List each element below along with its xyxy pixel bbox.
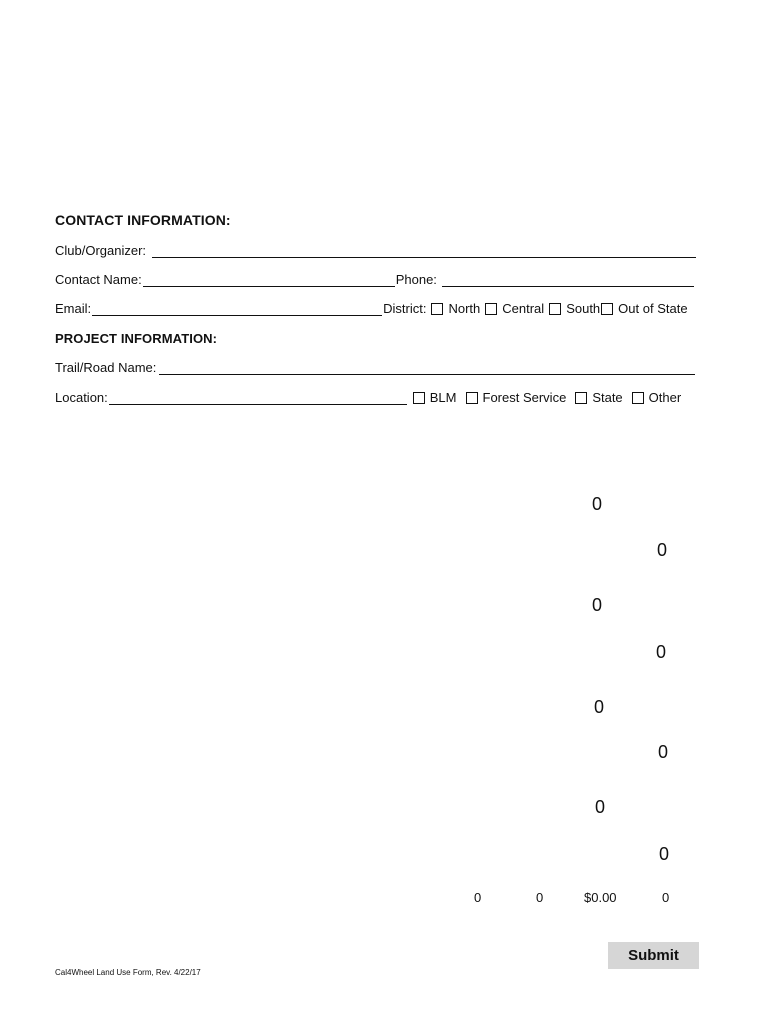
land-forest-service-checkbox[interactable]: Forest Service xyxy=(466,390,567,405)
land-other-checkbox[interactable]: Other xyxy=(632,390,682,405)
district-north-checkbox[interactable]: North xyxy=(431,301,480,316)
total-cost: $0.00 xyxy=(584,890,617,905)
form-revision-footer: Cal4Wheel Land Use Form, Rev. 4/22/17 xyxy=(55,968,201,977)
phone-field[interactable] xyxy=(442,274,694,287)
contact-name-field[interactable] xyxy=(143,274,395,287)
district-central-checkbox[interactable]: Central xyxy=(485,301,544,316)
calc-value-3: 0 xyxy=(592,595,603,615)
contact-section-title: CONTACT INFORMATION: xyxy=(55,212,231,228)
email-row xyxy=(55,301,688,316)
land-blm-checkbox[interactable]: BLM xyxy=(413,390,457,405)
district-label: District: xyxy=(383,301,427,316)
trail-road-row xyxy=(55,360,696,375)
submit-button[interactable]: Submit xyxy=(608,942,699,969)
checkbox-box[interactable] xyxy=(413,392,425,404)
calc-value-8: 0 xyxy=(659,844,670,864)
checkbox-box[interactable] xyxy=(466,392,478,404)
location-field[interactable] xyxy=(109,392,407,405)
phone-label: Phone: xyxy=(395,272,437,287)
club-organizer-field[interactable] xyxy=(152,245,696,258)
contact-name-row xyxy=(55,272,695,287)
trail-road-field[interactable] xyxy=(159,362,695,375)
calc-value-6: 0 xyxy=(658,742,669,762)
checkbox-box[interactable] xyxy=(632,392,644,404)
location-label: Location: xyxy=(55,390,108,405)
location-row xyxy=(55,390,681,405)
club-organizer-row xyxy=(55,243,697,258)
total-value-1: 0 xyxy=(474,890,482,905)
calc-value-5: 0 xyxy=(594,697,605,717)
contact-name-label: Contact Name: xyxy=(55,272,142,287)
checkbox-box[interactable] xyxy=(575,392,587,404)
email-label: Email: xyxy=(55,301,92,316)
checkbox-box[interactable] xyxy=(431,303,443,315)
land-state-checkbox[interactable]: State xyxy=(575,390,622,405)
trail-road-label: Trail/Road Name: xyxy=(55,360,157,375)
checkbox-box[interactable] xyxy=(485,303,497,315)
total-value-2: 0 xyxy=(536,890,544,905)
calc-value-2: 0 xyxy=(657,540,668,560)
calc-value-1: 0 xyxy=(592,494,603,514)
club-organizer-label: Club/Organizer: xyxy=(55,243,147,258)
email-field[interactable] xyxy=(92,303,382,316)
checkbox-box[interactable] xyxy=(549,303,561,315)
district-out-of-state-checkbox[interactable]: Out of State xyxy=(601,301,687,316)
calc-value-4: 0 xyxy=(656,642,667,662)
project-section-title: PROJECT INFORMATION: xyxy=(55,331,218,346)
district-south-checkbox[interactable]: South xyxy=(549,301,600,316)
calc-value-7: 0 xyxy=(595,797,606,817)
total-value-4: 0 xyxy=(662,890,670,905)
checkbox-box[interactable] xyxy=(601,303,613,315)
